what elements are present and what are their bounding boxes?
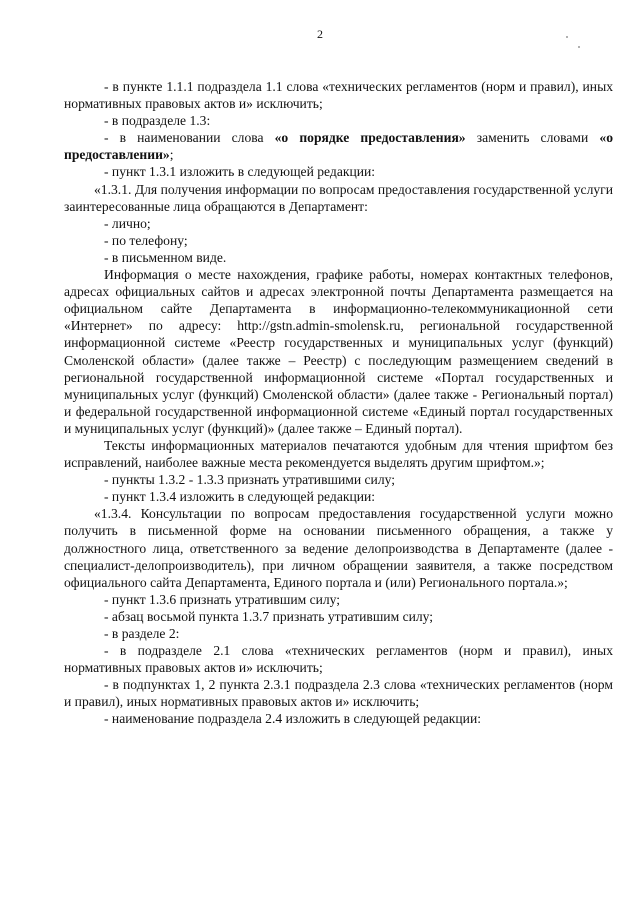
paragraph-16: - в разделе 2: [104, 626, 180, 641]
paragraph-15: - абзац восьмой пункта 1.3.7 признать утратившим силу; [104, 608, 434, 624]
paragraph-7: - по телефону; [104, 232, 188, 248]
paragraph-3-bold-1: «о порядке предоставления» [274, 130, 466, 146]
paragraph-3-tail: ; [169, 147, 174, 163]
paragraph-17: - в подразделе 2.1 слова «технических регламентов (норм и правил), иных нормативных правовых актов и» исключить; [64, 643, 613, 676]
paragraph-3-mid: заменить словами [465, 130, 600, 146]
paragraph-4: - пункт 1.3.1 изложить в следующей редакции: [104, 164, 376, 180]
paragraph-6: - лично; [104, 215, 151, 231]
scan-speck [578, 46, 580, 48]
paragraph-14: - пункт 1.3.6 признать утратившим силу; [104, 591, 341, 607]
paragraph-8: - в письменном виде. [104, 249, 227, 265]
paragraph-1: - в пункте 1.1.1 подраздела 1.1 слова «технических регламентов (норм и правил), иных нормативных правовых актов и» исключить; [64, 79, 613, 112]
paragraph-5: «1.3.1. Для получения информации по вопросам предоставления государственной услуги заинтересованные лица обращаются в Департамент: [64, 181, 613, 214]
paragraph-9: Информация о месте нахождения, графике работы, номерах контактных телефонов, адресах официальных сайтов и адресах электронной почты Департамента размещается на официальном сайте Департамента в информационно-телекоммуникационной сети «Интернет» по адресу: http://gstn.admin-smolensk.ru, региональной государственной информационной системе «Реестр государственных и муниципальных услуг (функций) Смоленской области» (далее также – Реестр) с последующим размещением сведений в региональной государственной информационной системе «Портал государственных и муниципальных услуг (функций) Смоленской области» (далее также - Региональный портал) и федеральной государственной информационной системе «Единый портал государственных и муниципальных услуг (функций)» (далее также – Единый портал). [64, 267, 613, 436]
paragraph-12: - пункт 1.3.4 изложить в следующей редакции: [104, 489, 376, 505]
scan-speck [566, 36, 568, 38]
paragraph-18: - в подпунктах 1, 2 пункта 2.3.1 подраздела 2.3 слова «технических регламентов (норм и правил), иных нормативных правовых актов и» исключить; [64, 677, 613, 710]
paragraph-3 [64, 129, 613, 163]
paragraph-3-lead: - в наименовании слова [104, 130, 275, 146]
document-body [64, 78, 613, 728]
paragraph-11: - пункты 1.3.2 - 1.3.3 признать утратившими силу; [104, 472, 395, 488]
paragraph-10: Тексты информационных материалов печатаются удобным для чтения шрифтом без исправлений, наиболее важные места рекомендуется выделять другим шрифтом.»; [64, 437, 613, 471]
page-number: 2 [317, 27, 323, 41]
paragraph-13: «1.3.4. Консультации по вопросам предоставления государственной услуги можно получить в письменной форме на основании письменного обращения, а также у должностного лица, ответственного за ведение делопроизводства в Департаменте (далее - специалист-делопроизводитель), при личном обращении заявителя, а также посредством официального сайта Департамента, Единого портала и (или) Регионального портала.»; [64, 506, 613, 590]
paragraph-19: - наименование подраздела 2.4 изложить в следующей редакции: [104, 711, 482, 727]
paragraph-2: - в подразделе 1.3: [104, 113, 211, 129]
paragraph-3-bold-2: «о предоставлении» [64, 130, 613, 163]
